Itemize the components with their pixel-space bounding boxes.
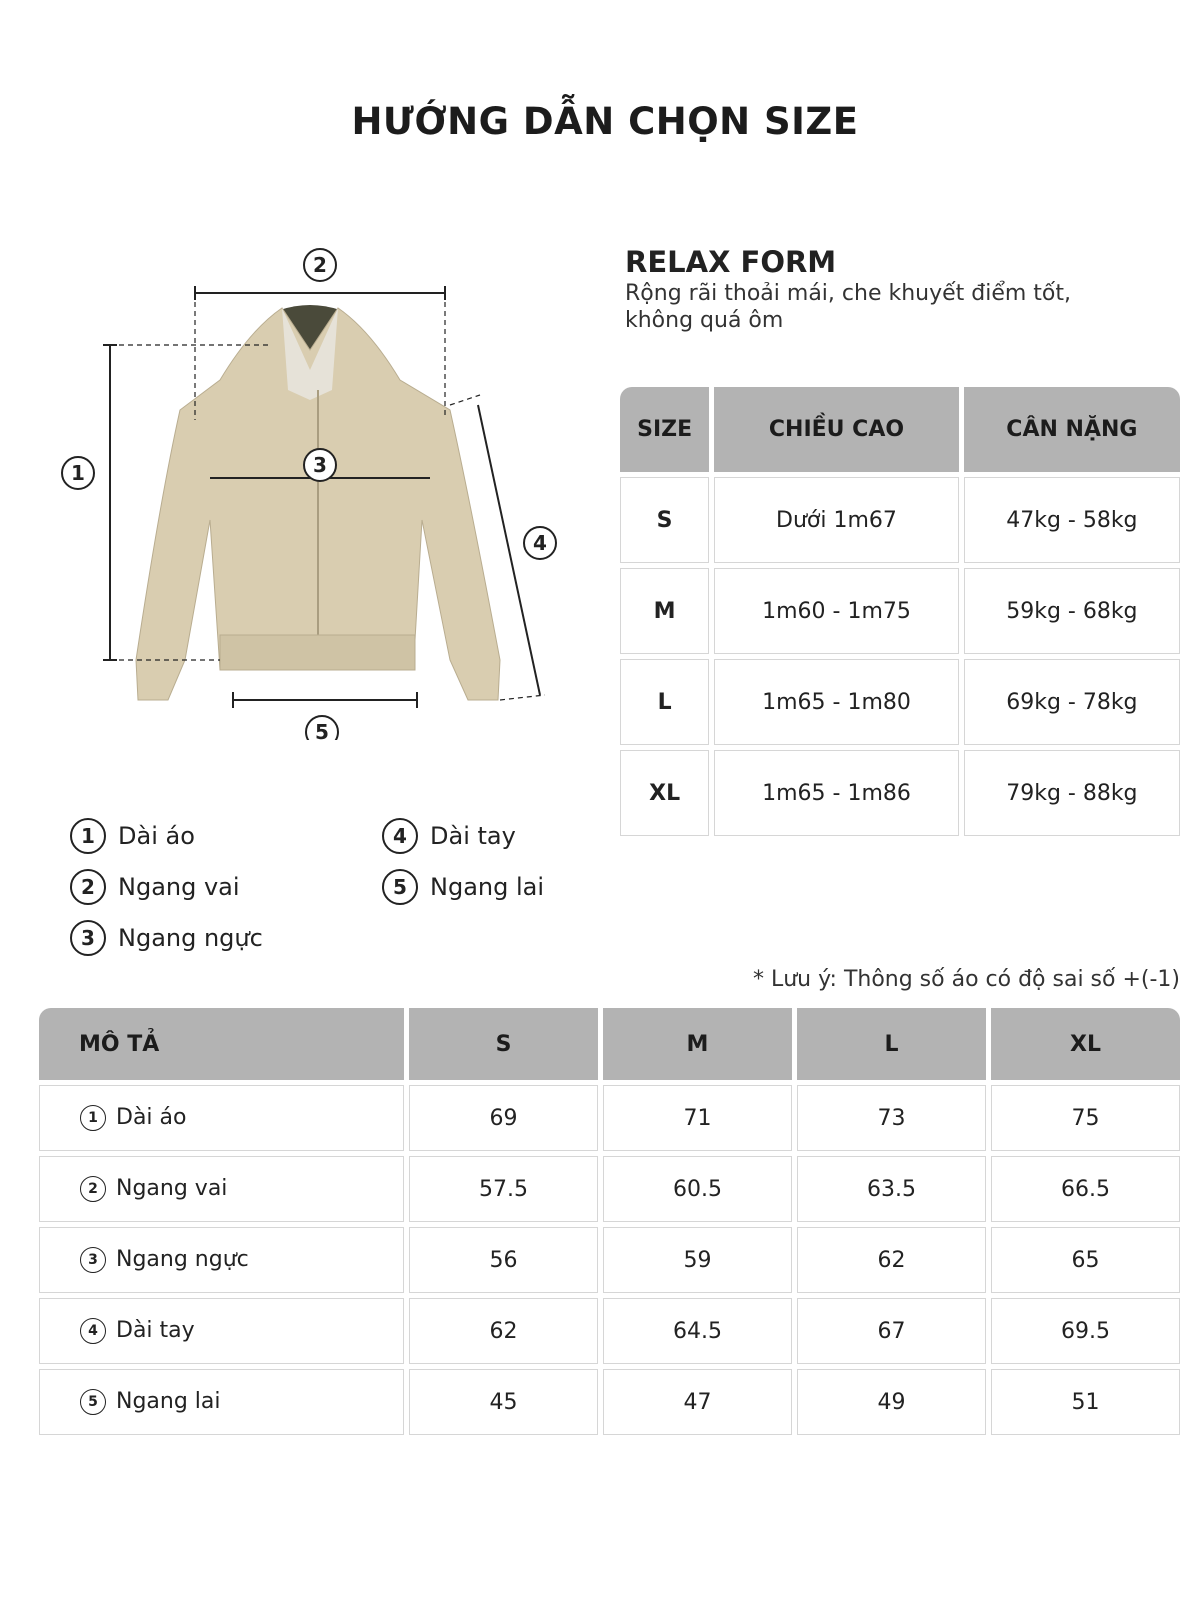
jacket-measurement-diagram	[50, 240, 580, 740]
description-label: Dài áo	[116, 1105, 187, 1130]
number-circle-icon: 1	[80, 1105, 106, 1131]
number-circle-icon: 3	[80, 1247, 106, 1273]
header-height: CHIỀU CAO	[714, 387, 959, 472]
weight-cell: 79kg - 88kg	[964, 750, 1180, 836]
legend-item	[382, 818, 516, 854]
legend-label: Ngang lai	[430, 873, 545, 901]
header-m: M	[603, 1008, 792, 1080]
table-row	[620, 750, 1180, 836]
number-circle-icon: 2	[70, 869, 106, 905]
value-cell: 62	[409, 1298, 598, 1364]
number-circle-icon: 3	[70, 920, 106, 956]
number-circle-icon: 2	[80, 1176, 106, 1202]
value-cell: 63.5	[797, 1156, 986, 1222]
value-cell: 73	[797, 1085, 986, 1151]
number-circle-icon: 4	[382, 818, 418, 854]
value-cell: 47	[603, 1369, 792, 1435]
table-row	[620, 477, 1180, 563]
value-cell: 49	[797, 1369, 986, 1435]
value-cell: 60.5	[603, 1156, 792, 1222]
form-description: Rộng rãi thoải mái, che khuyết điểm tốt, không quá ôm	[625, 281, 1072, 333]
value-cell: 59	[603, 1227, 792, 1293]
svg-text:1: 1	[71, 461, 85, 485]
header-s: S	[409, 1008, 598, 1080]
legend-item	[382, 869, 544, 905]
table-row	[39, 1227, 1180, 1293]
value-cell: 45	[409, 1369, 598, 1435]
value-cell: 64.5	[603, 1298, 792, 1364]
table-row	[620, 568, 1180, 654]
value-cell: 57.5	[409, 1156, 598, 1222]
value-cell: 67	[797, 1298, 986, 1364]
legend-item	[70, 818, 195, 854]
description-cell	[39, 1085, 404, 1151]
header-description: MÔ TẢ	[39, 1008, 404, 1080]
description-label: Ngang vai	[116, 1176, 228, 1201]
svg-text:4: 4	[533, 531, 547, 555]
marker-2	[304, 249, 336, 281]
table-row	[620, 659, 1180, 745]
size-cell: L	[620, 659, 709, 745]
height-cell: Dưới 1m67	[714, 477, 959, 563]
legend-label: Dài tay	[430, 822, 516, 850]
legend-label: Ngang ngực	[118, 924, 263, 952]
legend-label: Dài áo	[118, 822, 195, 850]
height-cell: 1m60 - 1m75	[714, 568, 959, 654]
description-cell	[39, 1369, 404, 1435]
height-cell: 1m65 - 1m80	[714, 659, 959, 745]
size-cell: M	[620, 568, 709, 654]
description-cell	[39, 1156, 404, 1222]
marker-5	[306, 716, 338, 740]
value-cell: 71	[603, 1085, 792, 1151]
header-l: L	[797, 1008, 986, 1080]
value-cell: 56	[409, 1227, 598, 1293]
page-title: HƯỚNG DẪN CHỌN SIZE	[351, 100, 859, 143]
value-cell: 66.5	[991, 1156, 1180, 1222]
form-title: RELAX FORM	[625, 245, 837, 279]
description-label: Ngang ngực	[116, 1247, 249, 1272]
number-circle-icon: 5	[382, 869, 418, 905]
header-weight: CÂN NẶNG	[964, 387, 1180, 472]
value-cell: 75	[991, 1085, 1180, 1151]
weight-cell: 59kg - 68kg	[964, 568, 1180, 654]
number-circle-icon: 5	[80, 1389, 106, 1415]
weight-cell: 69kg - 78kg	[964, 659, 1180, 745]
height-cell: 1m65 - 1m86	[714, 750, 959, 836]
header-size: SIZE	[620, 387, 709, 472]
table-row	[39, 1298, 1180, 1364]
svg-text:5: 5	[315, 720, 329, 740]
jacket-illustration	[136, 305, 500, 700]
legend-item	[70, 869, 240, 905]
number-circle-icon: 1	[70, 818, 106, 854]
svg-text:3: 3	[313, 453, 327, 477]
table-row	[39, 1156, 1180, 1222]
measurement-table	[34, 1003, 1185, 1440]
header-xl: XL	[991, 1008, 1180, 1080]
value-cell: 65	[991, 1227, 1180, 1293]
description-cell	[39, 1227, 404, 1293]
table-row	[39, 1085, 1180, 1151]
size-cell: XL	[620, 750, 709, 836]
value-cell: 69	[409, 1085, 598, 1151]
value-cell: 51	[991, 1369, 1180, 1435]
marker-1	[62, 457, 94, 489]
value-cell: 62	[797, 1227, 986, 1293]
legend-item	[70, 920, 263, 956]
description-label: Dài tay	[116, 1318, 195, 1343]
svg-text:2: 2	[313, 253, 327, 277]
marker-4	[524, 527, 556, 559]
description-label: Ngang lai	[116, 1389, 221, 1414]
size-cell: S	[620, 477, 709, 563]
description-cell	[39, 1298, 404, 1364]
weight-cell: 47kg - 58kg	[964, 477, 1180, 563]
tolerance-note: * Lưu ý: Thông số áo có độ sai số +(-1)	[752, 967, 1180, 992]
number-circle-icon: 4	[80, 1318, 106, 1344]
table-row	[39, 1369, 1180, 1435]
value-cell: 69.5	[991, 1298, 1180, 1364]
legend-label: Ngang vai	[118, 873, 240, 901]
size-recommendation-table	[615, 382, 1185, 841]
marker-3	[304, 449, 336, 481]
